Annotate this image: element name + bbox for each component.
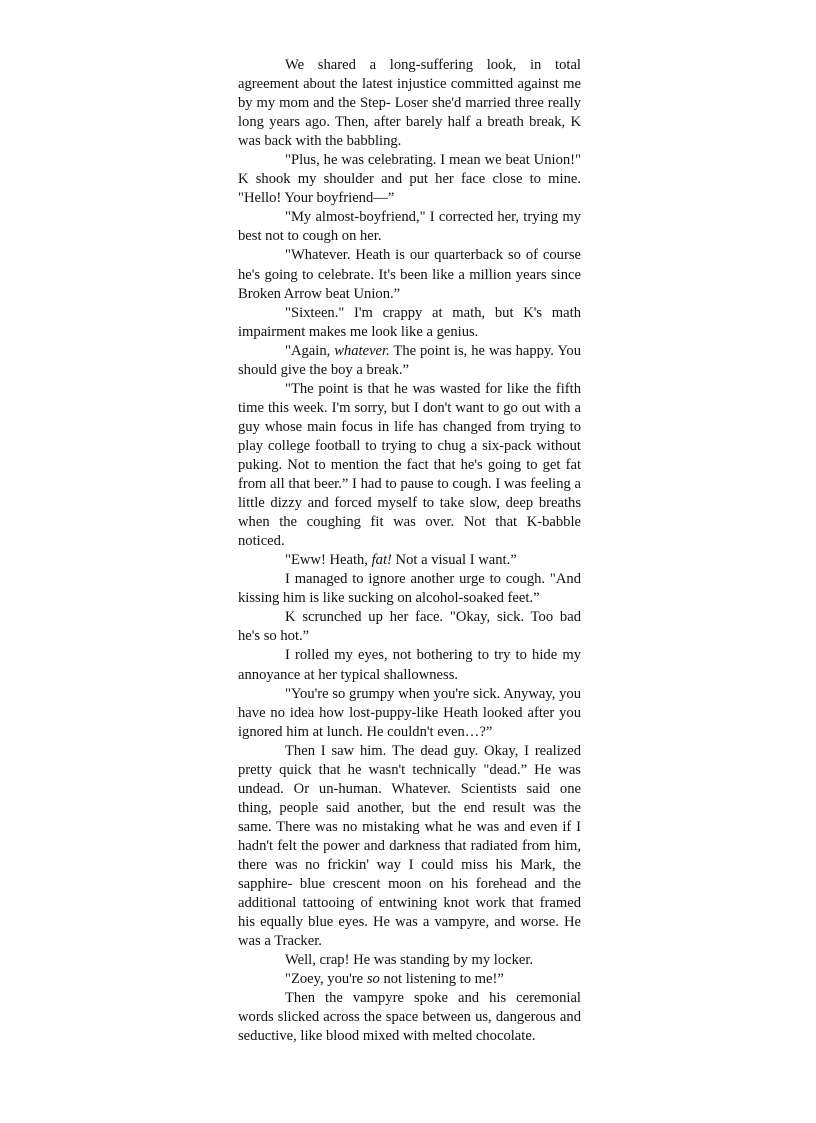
paragraph [238,742,581,952]
paragraph [238,151,581,208]
text-run: Then I saw him. The dead guy. Okay, I realized pretty quick that he wasn't technically "dead.” He was undead. Or un-human. Whatever. Scientists said one thing, people said another, but the end result was the same. There was no mistaking what he was and even if I hadn't felt the power and darkness that radiated from him, there was no frickin' way I could miss his Mark, the sapphire- blue crescent moon on his forehead and the additional tattooing of entwining knot work that framed his equally blue eyes. He was a vampyre, and worse. He was a Tracker. [238,742,581,950]
text-run: not listening to me!” [379,971,504,988]
text-run: We shared a long-suffering look, in total agreement about the latest injustice committed against me by my mom and the Step- Loser she'd married three really long years ago. Then, after barely half a breath break, K was back with the babbling. [238,57,581,150]
paragraph [238,246,581,303]
paragraph [238,380,581,551]
book-page-text [238,56,581,1046]
text-run: "Eww! Heath, [285,552,372,569]
text-run: K scrunched up her face. "Okay, sick. Too bad he's so hot.” [238,609,581,645]
paragraph [238,342,581,380]
text-run: "The point is that he was wasted for like the fifth time this week. I'm sorry, but I don't want to go out with a guy whose main focus in life has changed from trying to play college football to trying to chug a six-pack without puking. Not to mention the fact that he's going to get fat from all that beer.” I had to pause to cough. I was feeling a little dizzy and forced myself to take slow, deep breaths when the coughing fit was over. Not that K-babble noticed. [238,380,581,550]
paragraph [238,551,581,570]
paragraph [238,646,581,684]
text-run: I rolled my eyes, not bothering to try to hide my annoyance at her typical shallowness. [238,647,581,683]
text-run: The point is, he was happy. You should give the boy a break.” [238,342,582,378]
text-run: Not a visual I want.” [391,552,517,569]
text-run: "Whatever. Heath is our quarterback so of course he's going to celebrate. It's been like a million years since Broken Arrow beat Union.” [238,247,581,302]
paragraph [238,208,581,246]
italic-text: whatever. [334,342,390,359]
text-run: "Again, [285,342,335,359]
paragraph [238,570,581,608]
italic-text: so [366,971,380,988]
text-run: "You're so grumpy when you're sick. Anyway, you have no idea how lost-puppy-like Heath looked after you ignored him at lunch. He couldn't even…?” [238,685,581,740]
paragraph [238,970,581,989]
text-run: I managed to ignore another urge to cough. "And kissing him is like sucking on alcohol-soaked feet.” [238,571,581,607]
paragraph [238,951,581,970]
paragraph [238,56,581,151]
italic-text: fat! [371,552,392,569]
text-run: "Zoey, you're [285,971,367,988]
text-run: Well, crap! He was standing by my locker. [285,952,534,969]
text-run: Then the vampyre spoke and his ceremonial words slicked across the space between us, dangerous and seductive, like blood mixed with melted chocolate. [238,990,581,1045]
paragraph [238,989,581,1046]
paragraph [238,685,581,742]
text-run: "Plus, he was celebrating. I mean we beat Union!" K shook my shoulder and put her face close to mine. "Hello! Your boyfriend—” [238,152,581,207]
paragraph [238,304,581,342]
text-run: "Sixteen." I'm crappy at math, but K's math impairment makes me look like a genius. [238,304,581,340]
paragraph [238,608,581,646]
text-run: "My almost-boyfriend," I corrected her, trying my best not to cough on her. [238,209,581,245]
